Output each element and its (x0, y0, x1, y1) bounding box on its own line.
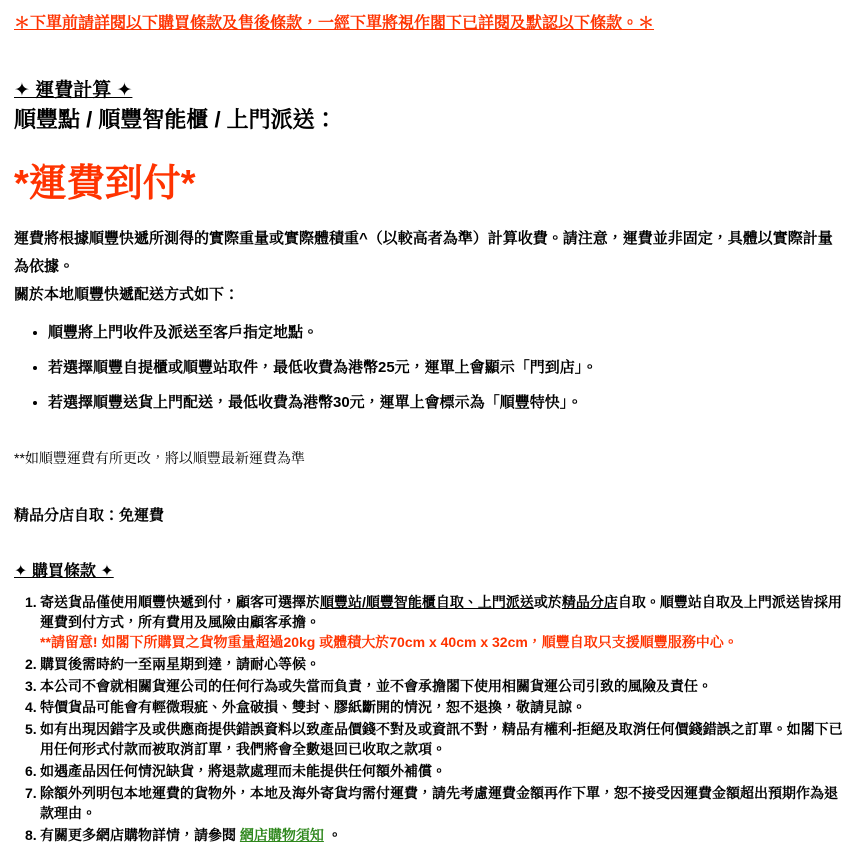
store-shopping-guide-link[interactable]: 網店購物須知 (239, 826, 324, 843)
delivery-bullet-item: • 順豐將上門收件及派送至客戶指定地點。 (48, 322, 847, 343)
freight-collect-title: *運費到付* (14, 163, 196, 206)
term-text-segment: 本公司不會就相關貨運公司的任何行為或失當而負責，並不會承擔閣下使用相關貨運公司引致的風險及責任。 (40, 677, 712, 694)
term-text-segment: 如有出現因錯字及或供應商提供錯誤資料以致產品價錢不對及或資訊不對，精品有權利-拒絕及取消任何價錢錯誤之訂單。如閣下已用任何形式付款而被取消訂單，我們將會全數退回已收取之款項。 (40, 721, 843, 758)
term-content (40, 762, 847, 782)
term-item (14, 762, 847, 782)
store-pickup-line: 精品分店自取：免運費 (14, 506, 165, 524)
purchase-terms-page (14, 14, 847, 846)
delivery-bullet-item: • 若選擇順豐送貨上門配送，最低收費為港幣30元，運單上會標示為「順豐特快」。 (48, 392, 847, 413)
term-underlined-text: 精品分店 (561, 594, 618, 611)
term-number: 7. (25, 784, 37, 801)
delivery-methods-intro: 關於本地順豐快遞配送方式如下： (14, 285, 240, 303)
overweight-warning-text: **請留意! 如閣下所購買之貨物重量超過20kg 或體積大於70cm x 40cm x 32cm，順豐自取只支援順豐服務中心。 (40, 633, 738, 650)
term-text-segment: 特價貨品可能會有輕微瑕疵、外盒破損、雙封、膠紙斷開的情況，恕不退換，敬請見諒。 (40, 699, 586, 716)
term-number: 2. (25, 655, 37, 672)
term-content (40, 720, 847, 760)
term-number: 8. (25, 826, 37, 843)
term-content (40, 593, 847, 653)
term-number: 4. (25, 699, 37, 716)
term-number: 1. (25, 594, 37, 611)
term-item (14, 784, 847, 824)
term-text-segment: 自取。順豐站自取及上門派送皆採用運費到付方式，所有費用及風險由顧客承擔。 (40, 594, 842, 630)
term-number: 6. (25, 763, 37, 780)
term-content (40, 826, 847, 846)
fee-change-note: **如順豐運費有所更改，將以順豐最新運費為準 (14, 450, 305, 467)
term-content (40, 677, 847, 697)
term-text-segment: 。 (323, 826, 342, 843)
delivery-bullet-item: • 若選擇順豐自提櫃或順豐站取件，最低收費為港幣25元，運單上會顯示「門到店」。 (48, 357, 847, 378)
term-item (14, 593, 847, 653)
term-text-segment: 除額外列明包本地運費的貨物外，本地及海外寄貨均需付運費，請先考慮運費金額再作下單，恕不接受因運費金額超出預期作為退款理由。 (40, 784, 838, 821)
term-item (14, 655, 847, 675)
term-content (40, 698, 847, 718)
term-number: 3. (25, 677, 37, 694)
term-content (40, 784, 847, 824)
pre-order-notice: ＊下單前請詳閱以下購買條款及售後條款，一經下單將視作閣下已詳閱及默認以下條款。＊ (14, 15, 655, 32)
term-text-segment: 購買後需時約一至兩星期到達，請耐心等候。 (40, 655, 320, 672)
term-underlined-text: 順豐站/順豐智能櫃自取、上門派送 (320, 594, 534, 611)
term-text-segment: 有關更多網店購物詳情，請參閱 (40, 826, 240, 843)
delivery-bullet-list (14, 322, 847, 413)
term-item (14, 677, 847, 697)
shipping-fee-paragraph: 運費將根據順豐快遞所測得的實際重量或實際體積重^（以較高者為準）計算收費。請注意，運費並非固定，具體以實際計量為依據。 (14, 230, 833, 275)
term-text-segment: 寄送貨品僅使用順豐快遞到付，顧客可選擇於 (40, 594, 320, 611)
term-item (14, 720, 847, 760)
shipping-methods-subheading: 順豐點 / 順豐智能櫃 / 上門派送： (14, 106, 337, 132)
purchase-terms-heading: ✦ 購買條款 ✦ (14, 562, 114, 580)
term-text-segment: 如遇產品因任何情況缺貨，將退款處理而未能提供任何額外補償。 (40, 763, 446, 780)
term-number: 5. (25, 721, 37, 738)
term-text-segment: 或於 (533, 594, 562, 611)
term-content (40, 655, 847, 675)
term-item (14, 826, 847, 846)
purchase-terms-list (14, 593, 847, 846)
term-item (14, 698, 847, 718)
shipping-calc-heading: ✦ 運費計算 ✦ (14, 80, 133, 102)
